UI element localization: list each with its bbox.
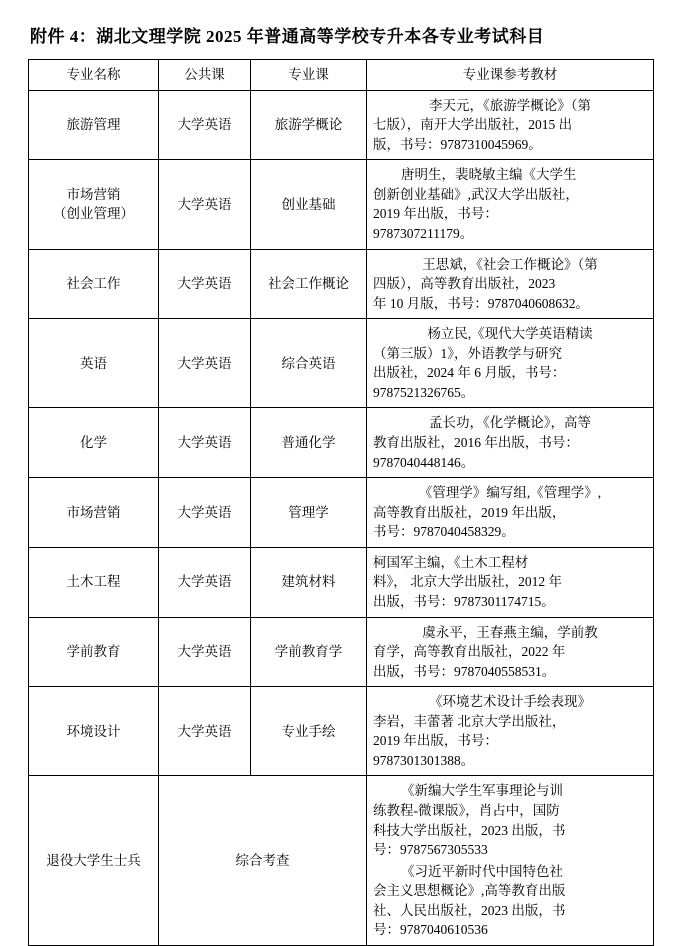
table-row xyxy=(29,160,654,249)
textbook-line: 七版），南开大学出版社，2015 出 xyxy=(373,117,573,133)
textbook-paragraph xyxy=(373,781,647,859)
textbook-line: 年 10 月版，书号：9787040608632。 xyxy=(373,295,589,311)
cell-major: 英语 xyxy=(29,319,159,408)
textbook-line: 科技大学出版社，2023 出版，书 xyxy=(373,822,566,838)
cell-public-course: 大学英语 xyxy=(159,90,251,160)
cell-public-course: 大学英语 xyxy=(159,249,251,319)
cell-textbook xyxy=(367,478,654,548)
textbook-line: 王思斌，《社会工作概论》（第 xyxy=(422,256,598,272)
textbook-line: 练教程-微课版》，肖占中，国防 xyxy=(373,803,560,818)
cell-comprehensive-exam: 综合考查 xyxy=(159,776,367,946)
textbook-line: 育学，高等教育出版社，2022 年 xyxy=(373,644,566,660)
cell-major xyxy=(29,160,159,249)
textbook-line: 9787040448146。 xyxy=(373,454,475,470)
textbook-line: 四版），高等教育出版社，2023 xyxy=(373,276,556,292)
page-title: 附件 4：湖北文理学院 2025 年普通高等学校专升本各专业考试科目 xyxy=(30,27,545,46)
textbook-line: 虞永平，王春燕主编，学前教 xyxy=(422,624,598,640)
cell-major: 旅游管理 xyxy=(29,90,159,160)
cell-major-course: 创业基础 xyxy=(251,160,367,249)
textbook-line: 料》， 北京大学出版社，2012 年 xyxy=(373,574,562,590)
cell-public-course: 大学英语 xyxy=(159,160,251,249)
table-row-veterans xyxy=(29,776,654,946)
textbook-line: 书号：9787040458329。 xyxy=(373,524,515,540)
column-header-major: 专业名称 xyxy=(29,60,159,91)
cell-public-course: 大学英语 xyxy=(159,319,251,408)
textbook-paragraph xyxy=(373,862,647,940)
cell-public-course: 大学英语 xyxy=(159,478,251,548)
cell-major-course: 专业手绘 xyxy=(251,687,367,776)
textbook-line: 9787521326765。 xyxy=(373,384,475,400)
table-row xyxy=(29,408,654,478)
cell-public-course: 大学英语 xyxy=(159,547,251,617)
cell-major-course: 旅游学概论 xyxy=(251,90,367,160)
major-name: 市场营销 xyxy=(66,186,121,202)
table-row xyxy=(29,617,654,687)
cell-major: 化学 xyxy=(29,408,159,478)
cell-textbook xyxy=(367,319,654,408)
table-row xyxy=(29,319,654,408)
cell-textbook xyxy=(367,617,654,687)
textbook-line: 出版社，2024 年 6 月版，书号： xyxy=(373,365,566,381)
textbook-line: 9787301301388。 xyxy=(373,752,475,768)
textbook-line: 杨立民,《现代大学英语精读 xyxy=(427,326,593,342)
cell-public-course: 大学英语 xyxy=(159,408,251,478)
cell-major: 社会工作 xyxy=(29,249,159,319)
cell-major-course: 社会工作概论 xyxy=(251,249,367,319)
textbook-line: 出版，书号：9787040558531。 xyxy=(373,663,556,679)
cell-major: 土木工程 xyxy=(29,547,159,617)
textbook-line: 版，书号：9787310045969。 xyxy=(373,136,542,152)
textbook-line: 《新编大学生军事理论与训 xyxy=(401,783,563,799)
cell-major: 环境设计 xyxy=(29,687,159,776)
textbook-line: 柯国军主编，《土木工程材 xyxy=(373,554,529,570)
table-row xyxy=(29,547,654,617)
cell-textbook xyxy=(367,249,654,319)
column-header-textbook: 专业课参考教材 xyxy=(367,60,654,91)
textbook-line: 出版，书号：9787301174715。 xyxy=(373,593,555,609)
table-row xyxy=(29,687,654,776)
cell-major-course: 普通化学 xyxy=(251,408,367,478)
textbook-line: 创新创业基础》,武汉大学出版社， xyxy=(373,186,579,202)
textbook-line: 号：9787567305533 xyxy=(373,842,488,858)
textbook-line xyxy=(373,344,647,364)
column-header-public-course: 公共课 xyxy=(159,60,251,91)
cell-major-course: 学前教育学 xyxy=(251,617,367,687)
cell-major-course: 综合英语 xyxy=(251,319,367,408)
textbook-line: 9787307211179。 xyxy=(373,225,474,241)
cell-major: 市场营销 xyxy=(29,478,159,548)
table-row xyxy=(29,90,654,160)
cell-textbook xyxy=(367,160,654,249)
cell-textbook xyxy=(367,408,654,478)
textbook-line: 唐明生，裴晓敏主编《大学生 xyxy=(401,167,577,183)
cell-textbook xyxy=(367,90,654,160)
cell-textbook xyxy=(367,547,654,617)
cell-major-course: 建筑材料 xyxy=(251,547,367,617)
textbook-line: 号：9787040610536 xyxy=(373,922,488,938)
textbook-line: 《管理学》编写组,《管理学》, xyxy=(418,485,602,501)
textbook-line: 李岩，丰蕾著 北京大学出版社， xyxy=(373,713,566,729)
textbook-line: 2019 年出版，书号： xyxy=(373,733,498,749)
textbook-line: 社、人民出版社，2023 出版，书 xyxy=(373,902,566,918)
textbook-edition: （第三版） xyxy=(373,345,441,361)
table-row xyxy=(29,478,654,548)
table-row xyxy=(29,249,654,319)
cell-public-course: 大学英语 xyxy=(159,687,251,776)
cell-textbook xyxy=(367,776,654,946)
textbook-line: 教育出版社，2016 年出版，书号： xyxy=(373,435,579,450)
textbook-line: 《习近平新时代中国特色社 xyxy=(401,863,563,879)
cell-textbook xyxy=(367,687,654,776)
cell-major: 学前教育 xyxy=(29,617,159,687)
textbook-line: 高等教育出版社，2019 年出版， xyxy=(373,504,566,520)
textbook-line: 李天元，《旅游学概论》（第 xyxy=(429,97,591,113)
table-header-row xyxy=(29,60,654,91)
column-header-major-course: 专业课 xyxy=(251,60,367,91)
cell-major-course: 管理学 xyxy=(251,478,367,548)
textbook-line: 孟长功，《化学概论》，高等 xyxy=(429,415,591,431)
textbook-line: 会主义思想概论》,高等教育出版 xyxy=(373,883,566,899)
cell-public-course: 大学英语 xyxy=(159,617,251,687)
cell-major: 退役大学生士兵 xyxy=(29,776,159,946)
textbook-line: 《环境艺术设计手绘表现》 xyxy=(429,694,591,710)
textbook-line: 2019 年出版，书号： xyxy=(373,206,498,222)
textbook-line-rest: 1》，外语教学与研究 xyxy=(440,345,562,361)
exam-subjects-table xyxy=(28,59,654,946)
major-direction: （创业管理） xyxy=(53,206,134,222)
